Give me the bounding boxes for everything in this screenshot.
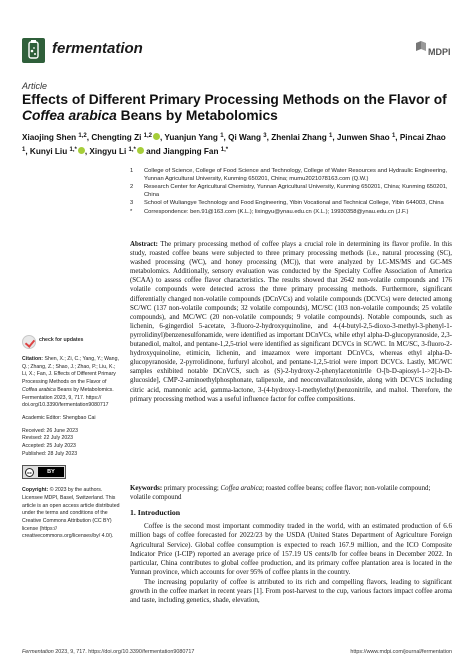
author-list: Xiaojing Shen $^{1,2}$, Chengting Zi $^{1,2}$ , Yuanjun Yang $^1$, Qi Wang $^3$, Zhenlai Zhang $^1$, Junwen Shao $^1$, Pincai Zhao $^1$, Kunyi Liu $^{1,*}$ , Xingyu Li $^{1,*}$ and Jiangping Fan $^{1,*}$ (22, 133, 446, 156)
accepted-date: Accepted: 25 July 2023 (22, 443, 76, 450)
intro-paragraph-1: Coffee is the second most important commodity traded in the world, with an estimated production of 6.6 million bags of coffee forecasted for 2022/23 by the USDA (United States Department of Agriculture Foreign Agricultural Service). Global coffee consumption is expected to reach 167.9 million, and the ICO Composite Indicator Price (I-CIP) reported an average price of 157.19 US cents/lb for coffee beans in December 2022. In particular, China contributes to global coffee production, and its primary coffee plantation area is located in the Yunnan province, which accounts for over 95% of coffee plants in the country. (130, 522, 452, 577)
affiliation-number: 1 (130, 168, 134, 174)
keywords-italic: Coffea arabica (220, 485, 263, 492)
abstract-label: Abstract: (130, 241, 158, 248)
affiliation-number: * (130, 208, 133, 215)
affiliation-text: School of Wuliangye Technology and Food Engineering, Yibin Vocational and Technical College, Yibin 644003, China (144, 200, 444, 207)
editor-block (22, 415, 120, 423)
editor-name: Shengbao Cai (62, 414, 96, 421)
footer-journal-link[interactable]: https://www.mdpi.com/journal/fermentation (350, 649, 452, 655)
author-name: Yuanjun Yang (164, 133, 221, 142)
title-part-2: Beans by Metabolomics (116, 108, 278, 123)
article-title (22, 92, 452, 124)
author[interactable] (89, 147, 143, 156)
author-affiliation-sup: 3 (263, 133, 267, 139)
affiliation (130, 200, 450, 208)
author[interactable] (91, 133, 160, 142)
author-affiliation-sup: 1 (328, 133, 333, 139)
sidebar (22, 335, 120, 546)
author[interactable] (30, 147, 85, 156)
author-affiliation-sup: 1 (22, 147, 26, 153)
author-affiliation-sup: 1,2 (78, 133, 87, 139)
copyright-text: © 2023 by the authors. Licensee MDPI, Basel, Switzerland. This article is an open access article distributed under the terms and conditions of the Creative Commons Attribution (CC BY) license (https:// creativecommons.org/licenses/by/ 4.0/). (22, 487, 120, 540)
abstract (130, 240, 452, 404)
affiliations (130, 168, 450, 218)
check-for-updates-button[interactable] (22, 335, 120, 351)
author[interactable] (228, 133, 267, 142)
cc-license-badge[interactable] (22, 465, 66, 479)
citation-label: Citation: (22, 356, 44, 362)
author-affiliation-sup: 1 (220, 133, 224, 139)
orcid-icon[interactable] (137, 147, 144, 154)
author-name: and Jiangping Fan (146, 147, 221, 156)
author[interactable] (22, 133, 87, 142)
revised-date: Revised: 22 July 2023 (22, 435, 74, 442)
author-name: Zhenlai Zhang (271, 133, 329, 142)
citation-post[interactable]: Beans by Metabolomics. Fermentation 2023, 9, 717. https:// doi.org/10.3390/fermentation9080717 (22, 386, 114, 409)
footer-citation[interactable] (22, 649, 194, 655)
author-affiliation-sup: 1 (391, 133, 396, 139)
citation-block (22, 356, 120, 410)
author-name: Pincai Zhao (399, 133, 446, 142)
keywords-pre: primary processing; (163, 485, 221, 492)
cc-icon: cc (25, 468, 34, 477)
abstract-text: The primary processing method of coffee plays a crucial role in determining its flavor profile. In this study, roasted coffee beans were subjected to three primary processing methods (i.e., natural processing (SC), washed processing (WC), and honey processing (MC)), that were analyzed by LC-MS/MS and GC-MS metabolomics. Additionally, sensory evaluation was conducted by the Specialty Coffee Association of America (SCAA) to assess coffee flavor characteristics. The results showed that 2642 non-volatile compounds and 176 volatile compounds were detected across the three primary processing methods. Furthermore, significant differentially changed non-volatile compounds (DCnVCs) and volatile compounds (DCVCs) were detected among SC/WC (137 non-volatile compounds; 32 volatile compounds), MC/SC (103 non-volatile compounds; 25 volatile compounds), and MC/WC (20 non-volatile compounds; 9 volatile compounds). Notable compounds, such as lichenin, 6-gingerdiol 5-acetate, 3-fluoro-2-hydroxyquinoline, and 4-(4-butyl-2,5-dioxo-3-methyl-3-phenyl-1-pyrrolidinyl)benzenesulfonamide, were identified as important DCnVCs, while ethyl alpha-D-glucopyranoside, 2,3-butanediol, maltol, and pentane-1,2,5-triol were identified as significant DCVCs in SC/WC. In MC/SC, 3-fluoro-2-hydroxyquinoline, etimicin, lichenin, and imazamox were important DCnVCs, whereas ethyl alpha-D-glucopyranoside, 2-pyrrolidinone, furfuryl alcohol, and pentane-1,2,5-triol were import DCVCs. Lastly, MC/WC samples exhibited notable DCnVCS, such as (S)-2-hydroxy-2-phenylacetonitrile O-[b-D-apiosyl-1->2]-b-D-glucoside], CMP-2-aminoethylphosphonate, talipexole, and neoconvallatoxoloside, along with DCVCS including citric acid, mannonic acid, gamma-lactone, 3-(4-hydroxy-1-methylethyl)benzonitrile, and maltol. Therefore, the primary processing method was a useful influence factor for coffee compositions. (130, 241, 452, 403)
mdpi-logo-text: MDPI (428, 47, 451, 57)
keywords-post: ; roasted coffee beans; coffee flavor; non-volatile compound; volatile compound (130, 485, 431, 502)
published-date: Published: 28 July 2023 (22, 450, 78, 457)
affiliation (130, 168, 450, 183)
author[interactable] (146, 147, 228, 156)
author-affiliation-sup: 1,* (220, 147, 229, 153)
introduction-heading: 1. Introduction (130, 508, 181, 517)
mdpi-logo-icon[interactable] (412, 41, 452, 61)
check-updates-icon (22, 335, 36, 349)
author-affiliation-sup: 1,* (128, 147, 136, 153)
journal-logo-icon (22, 38, 45, 63)
correspondence (130, 209, 450, 217)
journal-header (22, 38, 452, 64)
orcid-icon[interactable] (153, 133, 160, 140)
affiliation (130, 184, 450, 199)
author-name: Xingyu Li (89, 147, 129, 156)
author[interactable] (337, 133, 395, 142)
page-footer (22, 649, 452, 659)
article-type: Article (22, 81, 48, 91)
keywords-label: Keywords: (130, 485, 163, 492)
author[interactable] (271, 133, 332, 142)
cc-by-label: BY (38, 467, 64, 477)
title-part-1: Effects of Different Primary Processing Methods on the Flavor of (22, 92, 447, 107)
author-name: Chengting Zi (91, 133, 144, 142)
author-affiliation-sup: 1,* (69, 147, 77, 153)
author-name: Qi Wang (228, 133, 264, 142)
title-italic: Coffea arabica (22, 108, 117, 123)
affiliation-number: 3 (130, 200, 134, 207)
affiliation-number: 2 (130, 184, 134, 191)
introduction-body (130, 522, 452, 606)
affiliation-text: College of Science, College of Food Science and Technology, College of Water Resources and Hydraulic Engineering, Yunnan Agricultural University, Kunming 650201, China; mumu2021078163.com (Q.W.) (144, 168, 448, 182)
dates-block (22, 428, 120, 459)
keywords (130, 484, 452, 502)
copyright-label: Copyright: (22, 487, 49, 494)
author-name: Kunyi Liu (29, 147, 70, 156)
author-affiliation-sup: 1,2 (143, 133, 152, 139)
received-date: Received: 26 June 2023 (22, 427, 78, 434)
author-name: Xiaojing Shen (22, 133, 79, 142)
citation-pre: Shen, X.; Zi, C.; Yang, Y.; Wang, Q.; Zhang, Z.; Shao, J.; Zhao, P.; Liu, K.; Li, X.; Fan, J. Effects of Different Primary Processing Methods on the Flavor of (22, 356, 119, 386)
copyright-block (22, 487, 120, 541)
affiliation-text: Research Center for Agricultural Chemistry, Yunnan Agricultural University, Kunming 650201, China; Kunming 650201, China (144, 184, 448, 198)
check-updates-label: check for updates (39, 337, 84, 343)
footer-doi: 2023, 9, 717. https://doi.org/10.3390/fermentation9080717 (53, 649, 195, 655)
citation-italic: Coffea arabica (22, 386, 56, 393)
journal-name[interactable]: fermentation (52, 40, 143, 57)
author-name: Junwen Shao (336, 133, 392, 142)
editor-label: Academic Editor: (22, 414, 62, 421)
affiliation-text: Correspondence: ben.91@163.com (K.L.); lixingyu@ynau.edu.cn (X.L.); 19930358@ynau.edu.cn (J.F.) (144, 208, 409, 215)
author[interactable] (164, 133, 223, 142)
orcid-icon[interactable] (78, 147, 85, 154)
intro-paragraph-2: The increasing popularity of coffee is attributed to its rich and compelling flavors, leading to significant growth in the coffee market in recent years [1]. From post-harvest to the cup, various factors impact coffee aroma and taste, including genetics, shade, elevation, (130, 577, 452, 605)
footer-journal: Fermentation (22, 649, 54, 655)
